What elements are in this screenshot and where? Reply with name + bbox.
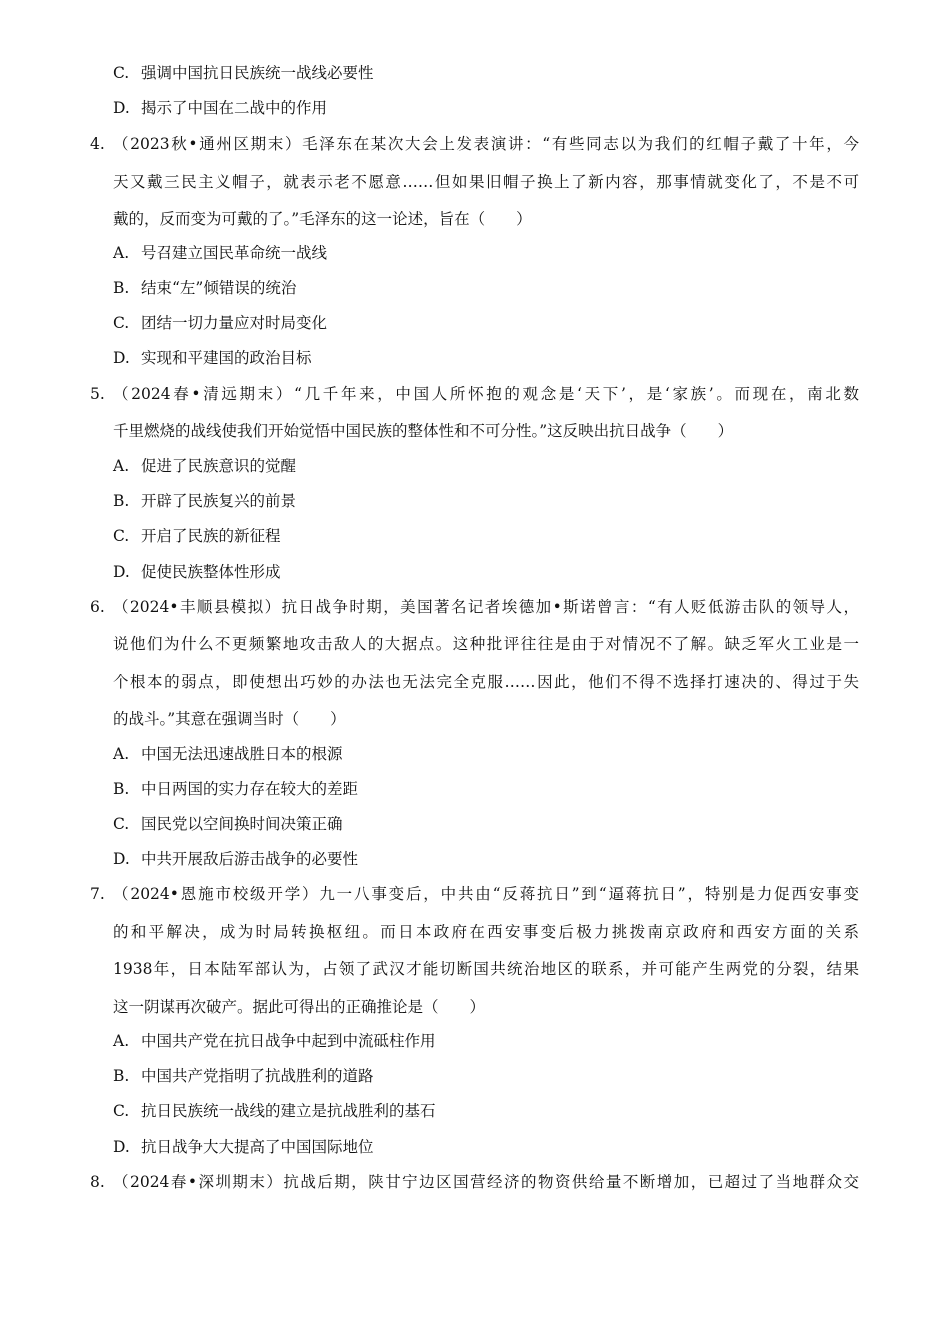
option-text: 中共开展敌后游击战争的必要性	[141, 850, 359, 868]
option-text: 开辟了民族复兴的前景	[141, 492, 297, 510]
option-letter: B.	[113, 492, 130, 510]
question-6-stem-line-4: 的战斗。”其意在强调当时（ ）	[113, 710, 346, 728]
option-letter: D.	[113, 349, 130, 367]
option-7a	[113, 1031, 436, 1051]
option-6d	[113, 849, 358, 869]
option-text: 实现和平建国的政治目标	[141, 349, 312, 367]
option-text: 强调中国抗日民族统一战线必要性	[141, 64, 374, 82]
question-4-stem-line-1: （2023秋•通州区期末）毛泽东在某次大会上发表演讲：“有些同志以为我们的红帽子戴了十年，今	[113, 135, 859, 153]
option-text: 抗日战争大大提高了中国国际地位	[141, 1138, 374, 1156]
option-letter: B.	[113, 279, 130, 297]
option-letter: C.	[113, 1102, 130, 1120]
option-6b	[113, 779, 358, 799]
option-7d	[113, 1137, 374, 1157]
option-4b	[113, 278, 296, 298]
option-text: 中国共产党在抗日战争中起到中流砥柱作用	[141, 1032, 436, 1050]
question-number-8: 8.	[90, 1173, 105, 1191]
option-text: 抗日民族统一战线的建立是抗战胜利的基石	[141, 1102, 436, 1120]
question-number-7: 7.	[90, 885, 105, 903]
question-4-stem-line-3: 戴的，反而变为可戴的了。”毛泽东的这一论述，旨在（ ）	[113, 210, 532, 228]
option-text: 结束“左”倾错误的统治	[141, 279, 297, 297]
option-3c	[113, 63, 374, 83]
option-letter: D.	[113, 99, 130, 117]
option-text: 团结一切力量应对时局变化	[141, 314, 328, 332]
question-7-stem-line-1: （2024•恩施市校级开学）九一八事变后，中共由“反蒋抗日”到“逼蒋抗日”，特别是力促西安事变	[113, 885, 859, 903]
option-text: 开启了民族的新征程	[141, 527, 281, 545]
question-number-6: 6.	[90, 598, 105, 616]
option-5c	[113, 526, 281, 546]
option-text: 中日两国的实力存在较大的差距	[141, 780, 359, 798]
question-6-stem-line-1: （2024•丰顺县模拟）抗日战争时期，美国著名记者埃德加•斯诺曾言：“有人贬低游击队的领导人，	[113, 598, 859, 616]
option-letter: A.	[113, 457, 130, 475]
option-6a	[113, 744, 343, 764]
option-text: 中国无法迅速战胜日本的根源	[141, 745, 343, 763]
option-text: 促使民族整体性形成	[141, 563, 281, 581]
question-4-stem-line-2: 天又戴三民主义帽子，就表示老不愿意……但如果旧帽子换上了新内容，那事情就变化了，不是不可	[113, 173, 859, 191]
option-4d	[113, 348, 312, 368]
question-7-stem-line-2: 的和平解决，成为时局转换枢纽。而日本政府在西安事变后极力挑拨南京政府和西安方面的关系	[113, 923, 859, 941]
option-letter: C.	[113, 527, 130, 545]
option-letter: B.	[113, 1067, 130, 1085]
option-5b	[113, 491, 296, 511]
option-letter: A.	[113, 244, 130, 262]
option-letter: A.	[113, 1032, 130, 1050]
option-text: 促进了民族意识的觉醒	[141, 457, 297, 475]
question-number-4: 4.	[90, 135, 105, 153]
option-5a	[113, 456, 296, 476]
option-6c	[113, 814, 343, 834]
option-7b	[113, 1066, 374, 1086]
option-letter: B.	[113, 780, 130, 798]
question-5-stem-line-2: 千里燃烧的战线使我们开始觉悟中国民族的整体性和不可分性。”这反映出抗日战争（ ）	[113, 422, 734, 440]
option-letter: D.	[113, 1138, 130, 1156]
question-6-stem-line-2: 说他们为什么不更频繁地攻击敌人的大据点。这种批评往往是由于对情况不了解。缺乏军火工业是一	[113, 635, 859, 653]
option-text: 中国共产党指明了抗战胜利的道路	[141, 1067, 374, 1085]
option-text: 号召建立国民革命统一战线	[141, 244, 328, 262]
option-4c	[113, 313, 327, 333]
option-3d	[113, 98, 327, 118]
question-6-stem-line-3: 个根本的弱点，即使想出巧妙的办法也无法完全克服……因此，他们不得不选择打速决的、得过于失	[113, 673, 859, 691]
option-letter: D.	[113, 563, 130, 581]
option-letter: D.	[113, 850, 130, 868]
question-8-stem-line-1: （2024春•深圳期末）抗战后期，陕甘宁边区国营经济的物资供给量不断增加，已超过了当地群众交	[113, 1173, 859, 1191]
option-4a	[113, 243, 327, 263]
option-7c	[113, 1101, 436, 1121]
option-text: 国民党以空间换时间决策正确	[141, 815, 343, 833]
question-7-stem-line-3: 1938年，日本陆军部认为，占领了武汉才能切断国共统治地区的联系，并可能产生两党的分裂，结果	[113, 960, 859, 978]
option-letter: C.	[113, 64, 130, 82]
question-number-5: 5.	[90, 385, 105, 403]
option-letter: A.	[113, 745, 130, 763]
option-5d	[113, 562, 281, 582]
option-text: 揭示了中国在二战中的作用	[141, 99, 328, 117]
option-letter: C.	[113, 314, 130, 332]
option-letter: C.	[113, 815, 130, 833]
question-5-stem-line-1: （2024春•清远期末）“几千年来，中国人所怀抱的观念是‘天下’，是‘家族’。而现在，南北数	[113, 385, 859, 403]
question-7-stem-line-4: 这一阴谋再次破产。据此可得出的正确推论是（ ）	[113, 998, 486, 1016]
